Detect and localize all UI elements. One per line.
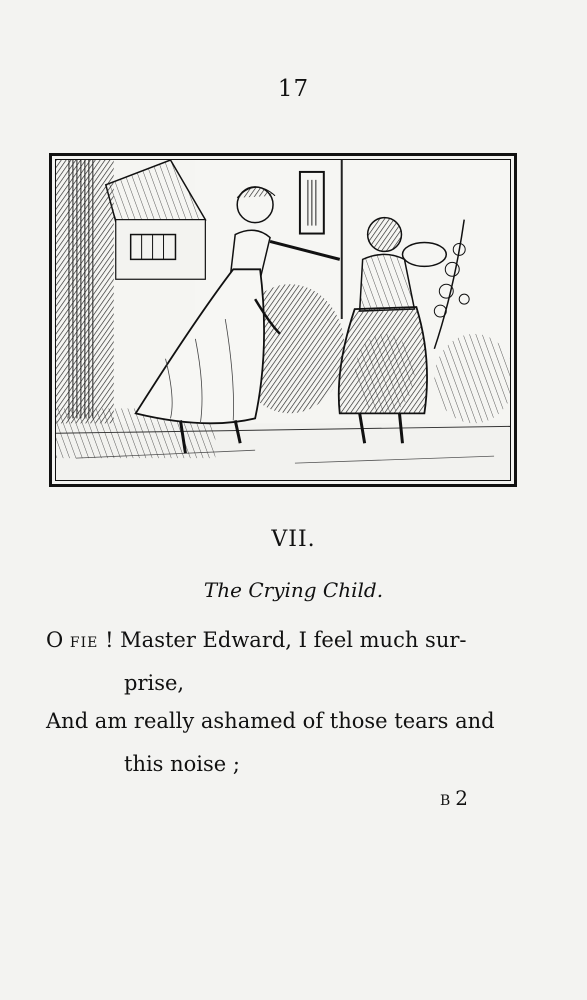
verse-line-1-smallcaps: FIE bbox=[69, 635, 99, 651]
verse-line-1-initial: O bbox=[46, 628, 64, 652]
verse-line-1-continuation: prise, bbox=[124, 671, 185, 695]
verse-line-2-continuation: this noise ; bbox=[124, 752, 240, 776]
signature-mark bbox=[440, 786, 468, 810]
signature-letter: B bbox=[440, 793, 451, 809]
chapter-number: VII. bbox=[271, 527, 316, 552]
verse-line-1 bbox=[46, 628, 466, 652]
engraving-illustration bbox=[49, 153, 517, 487]
woman-and-crying-child-engraving bbox=[56, 160, 510, 480]
page-number: 17 bbox=[277, 76, 310, 102]
verse-line-1-text: ! Master Edward, I feel much sur- bbox=[105, 628, 467, 652]
signature-number: 2 bbox=[455, 786, 469, 810]
poem-title: The Crying Child. bbox=[203, 578, 384, 602]
verse-line-2: And am really ashamed of those tears and bbox=[46, 709, 495, 733]
